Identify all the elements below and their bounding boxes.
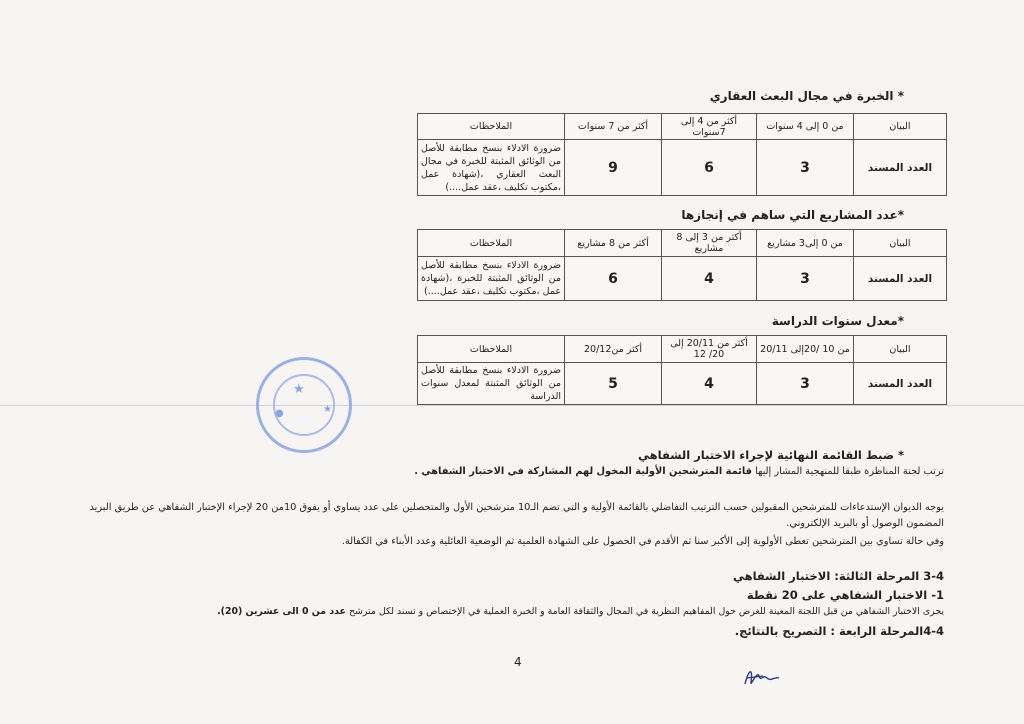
projects-heading: *عدد المشاريع التي ساهم في إنجازها (681, 208, 904, 222)
stage4-title: 4-4المرحلة الرابعة : التصريح بالنتائج. (734, 624, 944, 638)
paragraph-text: ترتب لجنة المناظرة طبقا للمنهجية المشار إليها (755, 466, 944, 477)
value-cell: 4 (662, 363, 757, 405)
paragraph-bold-text: قائمة المترشحين الأولية المخول لهم المشاركة في الاختبار الشفاهي . (414, 466, 752, 477)
grades-table (417, 335, 947, 405)
value-cell: 3 (757, 257, 854, 301)
stage3-title: 3-4 المرحلة الثالثة: الاختبار الشفاهي (732, 569, 944, 583)
header-cell: الملاحظات (418, 336, 565, 363)
final-list-heading: * ضبط القائمة النهائية لإجراء الاختبار الشفاهي (638, 448, 904, 462)
header-cell: الملاحظات (418, 114, 565, 140)
grades-heading: *معدل سنوات الدراسة (771, 314, 904, 328)
stage3-text (44, 604, 944, 620)
header-cell: أكثر من 20/11 إلى 20/ 12 (662, 336, 757, 363)
header-cell: من 10 /20إلى 20/11 (757, 336, 854, 363)
header-cell: الملاحظات (418, 230, 565, 257)
experience-heading: * الخبرة في مجال البعث العقاري (709, 89, 904, 103)
final-list-paragraph-1 (64, 464, 944, 480)
final-list-paragraph-2: يوجه الديوان الإستدعاءات للمترشحين المقبولين حسب الترتيب التفاضلي بالقائمة الأولية و التي تضم الـ10 مترشحين الأول والمتحصلين على عدد يساوي أو يفوق 10من 20 لإجراء الإختبار الشفاهي عن طريق البريد المضمون الوصول أو بالبريد الإلكتروني. (89, 502, 944, 529)
header-cell: أكثر من 3 إلى 8 مشاريع (662, 230, 757, 257)
stage3-subtitle: 1- الاختبار الشفاهي على 20 نقطة (746, 588, 944, 602)
official-stamp: ★ ● ★ (256, 357, 352, 453)
final-list-paragraph-3: وفي حالة تساوي بين المترشحين تعطى الأولوية إلى الأكبر سنا ثم الأقدم في الحصول على الشهادة العلمية ثم الوضعية العائلية وعدد الأبناء في الكفالة. (341, 536, 944, 547)
notes-cell: ضرورة الادلاء بنسخ مطابقة للأصل من الوثائق المثبتة لمعدل سنوات الدراسة (418, 363, 565, 405)
projects-table (417, 229, 947, 301)
paragraph-bold-text: عدد من 0 الى عشرين (20). (217, 606, 346, 617)
value-cell: 6 (662, 140, 757, 196)
value-cell: 6 (565, 257, 662, 301)
page-number: 4 (514, 655, 522, 669)
value-cell: 4 (662, 257, 757, 301)
header-cell: من 0 إلى3 مشاريع (757, 230, 854, 257)
header-cell: البيان (854, 114, 947, 140)
header-cell: البيان (854, 336, 947, 363)
header-cell: البيان (854, 230, 947, 257)
signature-scribble (741, 664, 781, 690)
header-cell: أكثر من 7 سنوات (565, 114, 662, 140)
row-label: العدد المسند (854, 363, 947, 405)
scan-fold-line (0, 405, 1024, 406)
notes-cell: ضرورة الادلاء بنسخ مطابقة للأصل من الوثائق المثبتة للخبرة في مجال البعث العقاري ،(شهادة عمل ،مكتوب تكليف ،عقد عمل....) (418, 140, 565, 196)
notes-cell: ضرورة الادلاء بنسخ مطابقة للأصل من الوثائق المثبتة للخبرة ،(شهادة عمل ،مكتوب تكليف ،عقد عمل....) (418, 257, 565, 301)
header-cell: أكثر من 4 إلى 7سنوات (662, 114, 757, 140)
value-cell: 5 (565, 363, 662, 405)
row-label: العدد المسند (854, 140, 947, 196)
value-cell: 3 (757, 140, 854, 196)
value-cell: 3 (757, 363, 854, 405)
header-cell: أكثر من20/12 (565, 336, 662, 363)
header-cell: أكثر من 8 مشاريع (565, 230, 662, 257)
paragraph-text: يجرى الاختبار الشفاهي من قبل اللجنة المعينة للغرض حول المفاهيم النظرية في المجال والثقافة العامة و الخبرة العملية في الإختصاص و تسند لكل مترشح (348, 606, 944, 617)
row-label: العدد المسند (854, 257, 947, 301)
experience-table (417, 113, 947, 196)
value-cell: 9 (565, 140, 662, 196)
header-cell: من 0 إلى 4 سنوات (757, 114, 854, 140)
